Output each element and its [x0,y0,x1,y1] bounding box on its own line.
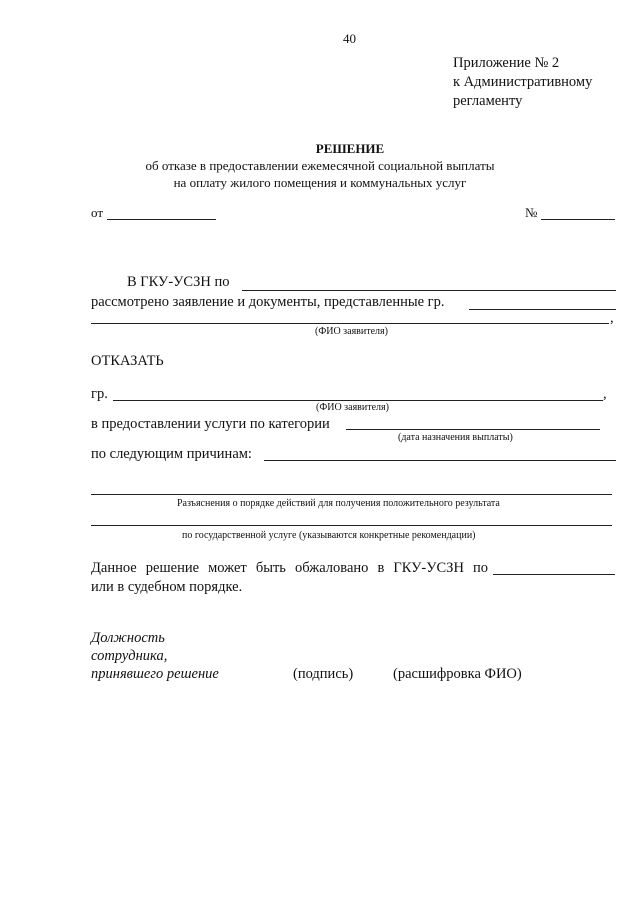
document-subtitle-line-2: на оплату жилого помещения и коммунальных услуг [173,175,467,190]
date-hint: (дата назначения выплаты) [398,432,513,443]
gku-label: В ГКУ-УСЗН по [127,274,230,290]
document-title: РЕШЕНИЕ [315,141,385,156]
gku-field-line[interactable] [242,290,616,291]
document-subtitle-line-1: об отказе в предоставлении ежемесячной социальной выплаты [145,158,495,173]
comma-2: , [603,386,607,402]
number-field-line[interactable] [541,219,615,220]
fio-applicant-hint-2: (ФИО заявителя) [316,402,389,413]
appendix-line-1: Приложение № 2 [453,55,560,71]
signature-label: (подпись) [293,666,354,682]
appeal-line-1: Данное решение может быть обжаловано в ГКУ-УСЗН по [91,560,488,576]
reviewed-applicant-line[interactable] [469,309,616,310]
page-number: 40 [343,31,356,46]
gr-fio-line[interactable] [113,400,603,401]
position-line-3: принявшего решение [91,666,219,682]
category-date-line[interactable] [346,429,600,430]
clarification-line-2[interactable] [91,525,612,526]
date-field-line[interactable] [107,219,216,220]
clarification-hint-2: по государственной услуге (указываются конкретные рекомендации) [182,530,476,541]
gr-label: гр. [91,386,108,402]
clarification-hint-1: Разъяснения о порядке действий для получения положительного результата [177,498,500,509]
position-line-2: сотрудника, [91,648,168,664]
reviewed-label: рассмотрено заявление и документы, представленные гр. [91,294,445,310]
reasons-label: по следующим причинам: [91,446,252,462]
refuse-label: ОТКАЗАТЬ [91,353,164,369]
fio-applicant-hint: (ФИО заявителя) [315,326,388,337]
clarification-line-1[interactable] [91,494,612,495]
name-decode-label: (расшифровка ФИО) [393,666,522,682]
position-line-1: Должность [91,630,165,646]
appendix-line-2: к Административному [453,74,593,90]
date-prefix: от [91,205,104,220]
applicant-fio-line[interactable] [91,323,609,324]
appeal-field-line[interactable] [493,574,615,575]
number-prefix: № [525,205,538,220]
appendix-line-3: регламенту [453,93,523,109]
reasons-line[interactable] [264,460,616,461]
comma-1: , [610,310,614,326]
category-label: в предоставлении услуги по категории [91,416,330,432]
appeal-line-2: или в судебном порядке. [91,579,243,595]
